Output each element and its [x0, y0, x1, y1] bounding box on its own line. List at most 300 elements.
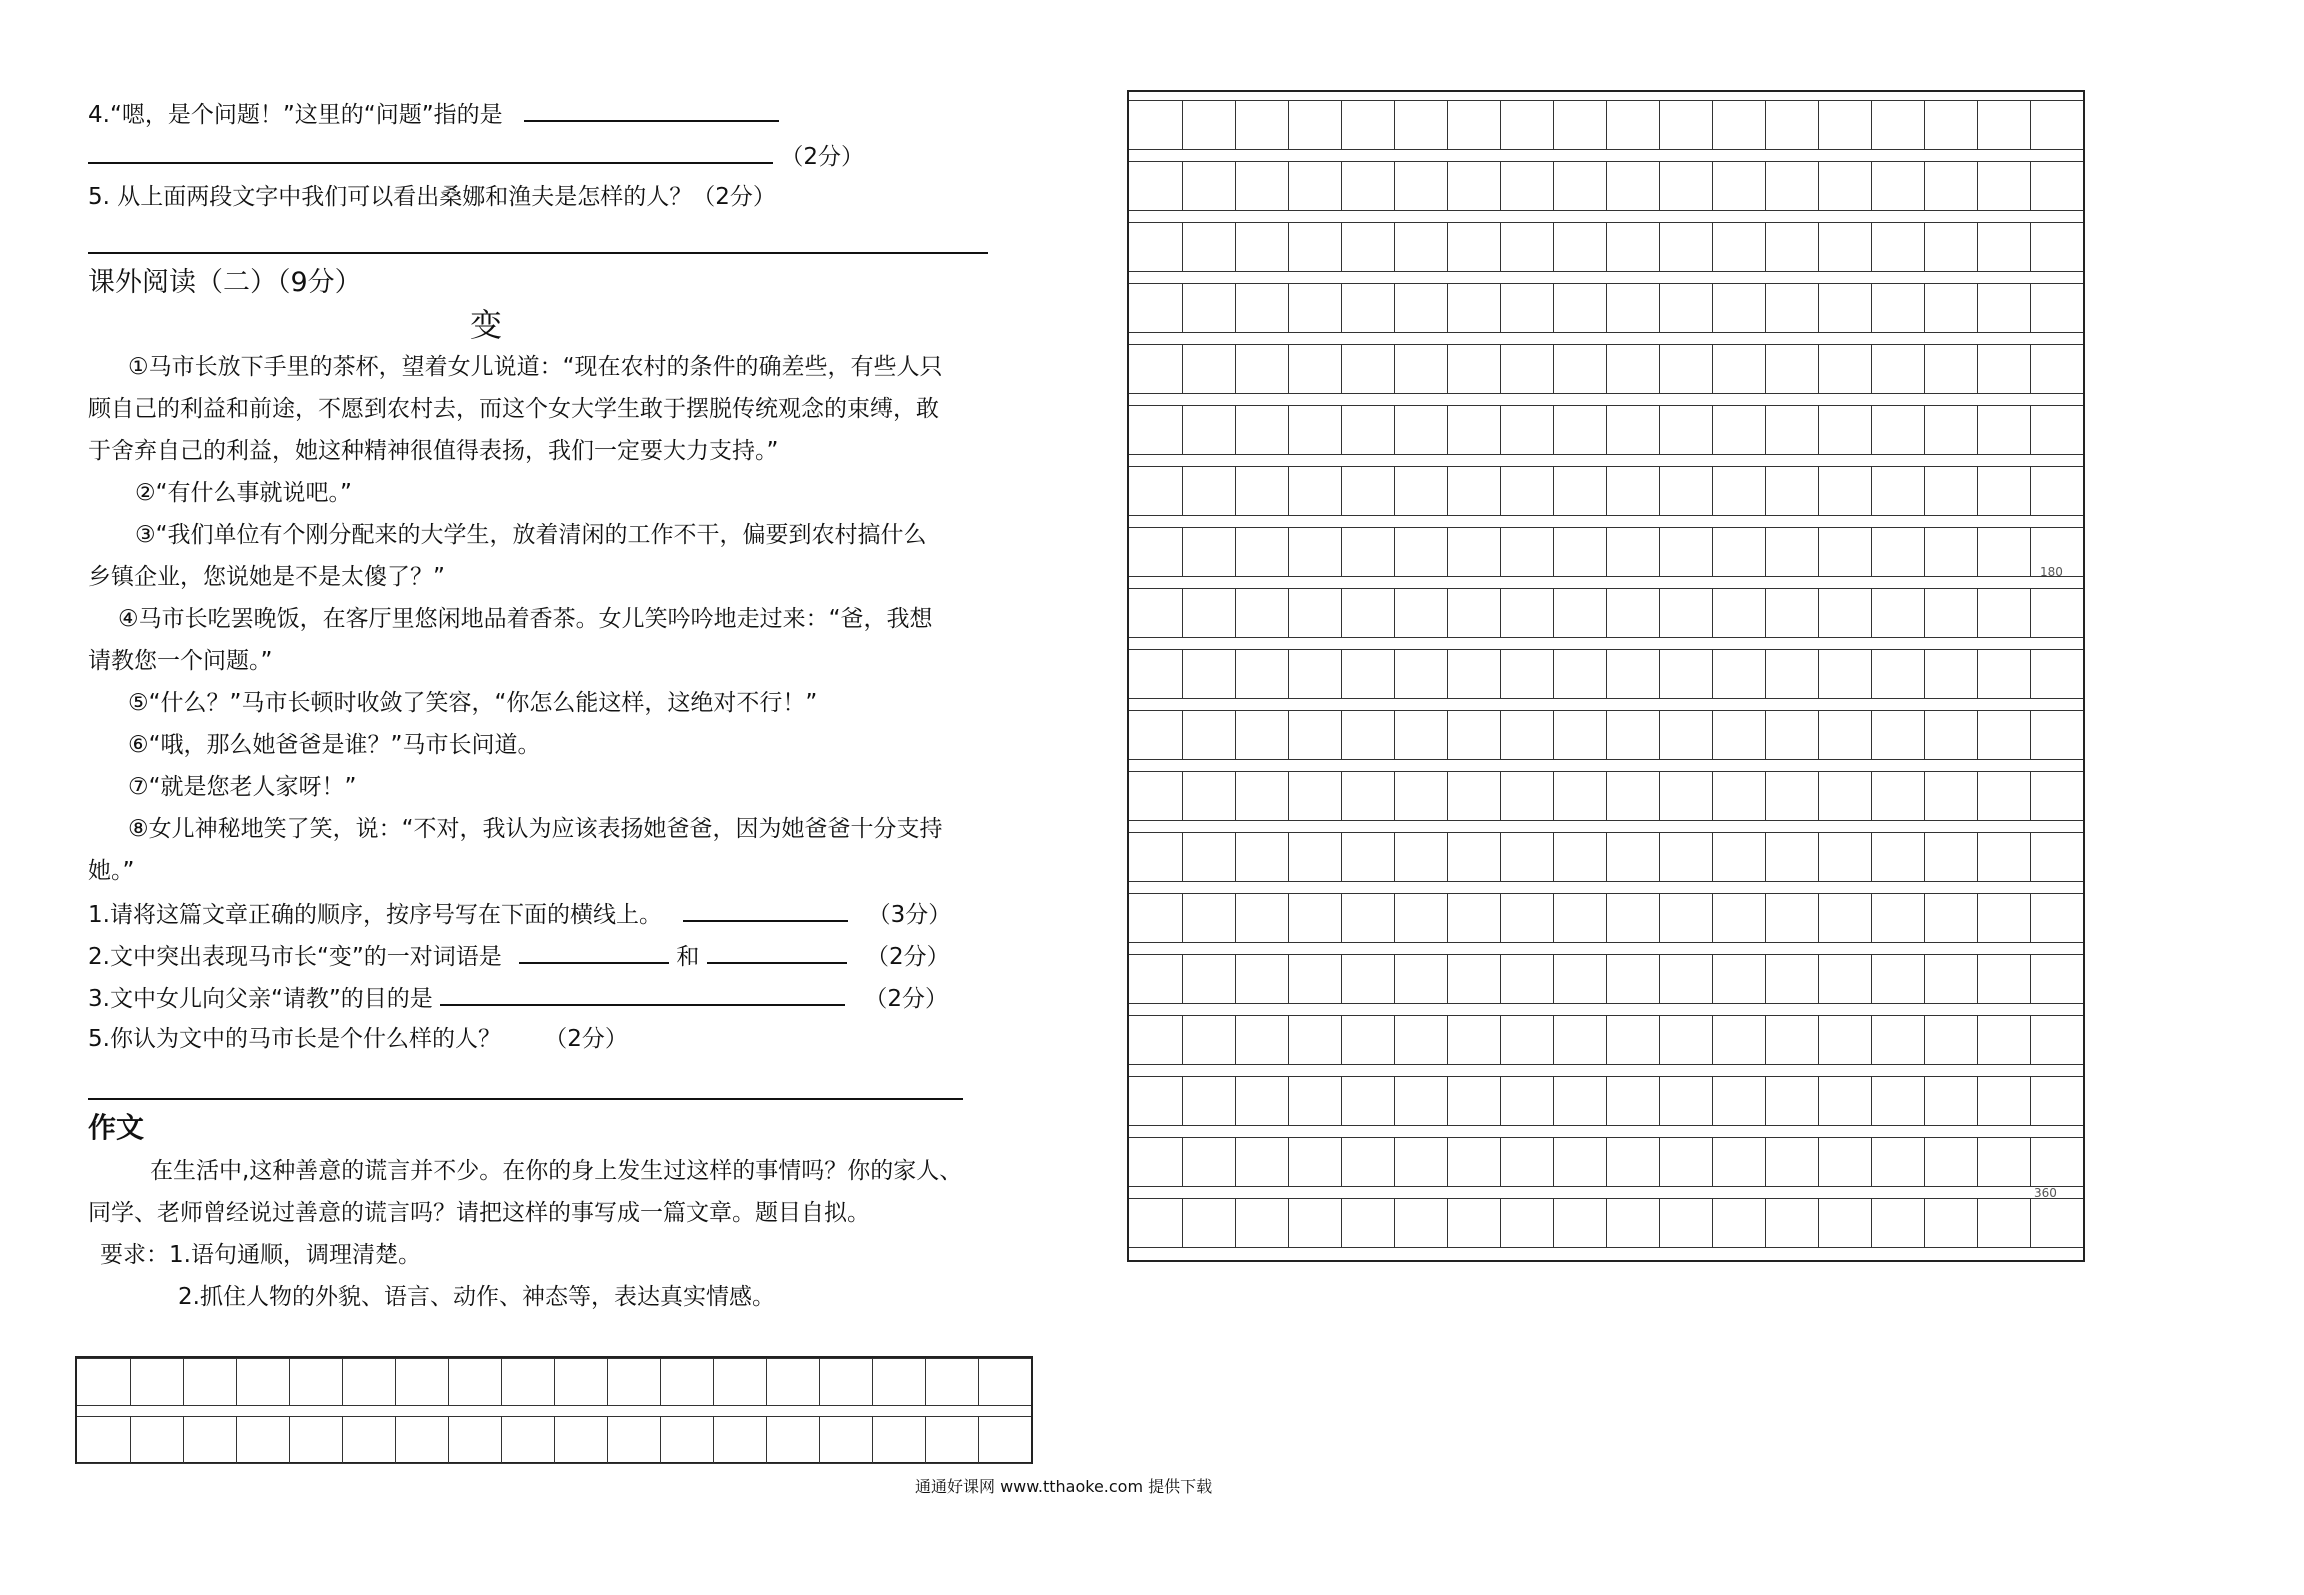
grid-cell-line: [1182, 223, 1183, 271]
essay-heading: 作文: [88, 1111, 145, 1144]
grid-cell-line: [1235, 406, 1236, 454]
grid-cell-line: [1394, 223, 1395, 271]
grid-cell-line: [1871, 467, 1872, 515]
grid-cell-line: [1712, 1199, 1713, 1247]
grid-cell-line: [2030, 1138, 2031, 1186]
grid-cell-line: [1765, 833, 1766, 881]
grid-row: [1129, 161, 2083, 211]
grid-cell-line: [1288, 467, 1289, 515]
grid-cell-line: [1235, 1138, 1236, 1186]
grid-cell-line: [1606, 284, 1607, 332]
grid-cell-line: [1500, 1138, 1501, 1186]
grid-cell-line: [1447, 406, 1448, 454]
grid-cell-line: [1924, 955, 1925, 1003]
grid-cell-line: [1659, 1077, 1660, 1125]
question-a2-score: （2分）: [866, 944, 950, 970]
grid-cell-line: [1553, 1077, 1554, 1125]
grid-cell-line: [2030, 528, 2031, 576]
grid-cell-line: [1288, 1077, 1289, 1125]
grid-cell-line: [289, 1359, 290, 1405]
grid-cell-line: [1818, 284, 1819, 332]
grid-cell-line: [1977, 894, 1978, 942]
grid-cell-line: [1712, 1077, 1713, 1125]
grid-cell-line: [1394, 528, 1395, 576]
grid-cell-line: [1606, 1077, 1607, 1125]
grid-cell-line: [1818, 1016, 1819, 1064]
grid-cell-line: [1288, 223, 1289, 271]
grid-cell-line: [1235, 345, 1236, 393]
grid-cell-line: [1606, 101, 1607, 149]
grid-cell-line: [1818, 955, 1819, 1003]
grid-row: [1129, 283, 2083, 333]
grid-cell-line: [1871, 223, 1872, 271]
grid-cell-line: [1235, 1199, 1236, 1247]
grid-cell-line: [1977, 955, 1978, 1003]
grid-cell-line: [1818, 711, 1819, 759]
grid-cell-line: [1712, 955, 1713, 1003]
grid-cell-line: [1182, 711, 1183, 759]
answer-blank[interactable]: [707, 940, 847, 964]
grid-cell-line: [1288, 1138, 1289, 1186]
grid-row: [77, 1358, 1031, 1406]
grid-cell-line: [978, 1359, 979, 1405]
grid-cell-line: [1500, 345, 1501, 393]
grid-cell-line: [1606, 955, 1607, 1003]
passage-paragraph-7: ⑦“就是您老人家呀！”: [128, 774, 357, 800]
grid-cell-line: [1659, 772, 1660, 820]
question-4-text: 4.“嗯，是个问题！”这里的“问题”指的是: [88, 102, 503, 128]
grid-cell-line: [1765, 955, 1766, 1003]
grid-cell-line: [1712, 467, 1713, 515]
answer-blank[interactable]: [524, 98, 779, 122]
grid-cell-line: [1818, 589, 1819, 637]
grid-cell-line: [1712, 162, 1713, 210]
grid-cell-line: [130, 1359, 131, 1405]
grid-cell-line: [1447, 223, 1448, 271]
grid-row: [1129, 1198, 2083, 1248]
grid-cell-line: [1977, 711, 1978, 759]
grid-cell-line: [1288, 528, 1289, 576]
grid-cell-line: [1447, 162, 1448, 210]
question-a2: [88, 940, 950, 972]
grid-cell-line: [395, 1417, 396, 1463]
grid-cell-line: [1765, 528, 1766, 576]
grid-cell-line: [1182, 162, 1183, 210]
grid-cell-line: [2030, 406, 2031, 454]
grid-cell-line: [1818, 833, 1819, 881]
grid-cell-line: [1182, 772, 1183, 820]
grid-cell-line: [1394, 833, 1395, 881]
grid-cell-line: [1182, 284, 1183, 332]
grid-cell-line: [1394, 955, 1395, 1003]
grid-cell-line: [1924, 833, 1925, 881]
answer-blank[interactable]: [440, 982, 845, 1006]
grid-cell-line: [1288, 711, 1289, 759]
grid-cell-line: [2030, 345, 2031, 393]
grid-cell-line: [1606, 1138, 1607, 1186]
grid-cell-line: [1553, 589, 1554, 637]
grid-cell-line: [1341, 467, 1342, 515]
grid-cell-line: [1659, 1138, 1660, 1186]
question-a5-score: （2分）: [544, 1026, 628, 1052]
question-4-score: （2分）: [780, 144, 864, 170]
grid-cell-line: [1606, 345, 1607, 393]
grid-cell-line: [1712, 589, 1713, 637]
grid-cell-line: [1871, 1016, 1872, 1064]
grid-cell-line: [1924, 1016, 1925, 1064]
grid-cell-line: [1712, 833, 1713, 881]
grid-cell-line: [1977, 772, 1978, 820]
grid-cell-line: [1818, 1138, 1819, 1186]
grid-cell-line: [1288, 772, 1289, 820]
grid-cell-line: [1341, 1199, 1342, 1247]
grid-cell-line: [1447, 467, 1448, 515]
grid-cell-line: [1341, 1016, 1342, 1064]
question-a1: [88, 898, 951, 930]
grid-cell-line: [1394, 589, 1395, 637]
grid-cell-line: [713, 1359, 714, 1405]
grid-cell-line: [1712, 284, 1713, 332]
question-a2-and: 和: [676, 944, 700, 970]
grid-cell-line: [1500, 955, 1501, 1003]
grid-cell-line: [1341, 345, 1342, 393]
grid-cell-line: [1924, 162, 1925, 210]
grid-cell-line: [2030, 1199, 2031, 1247]
question-a1-score: （3分）: [867, 902, 952, 928]
question-a3-text: 3.文中女儿向父亲“请教”的目的是: [88, 986, 433, 1012]
grid-cell-line: [1394, 406, 1395, 454]
essay-prompt-line-1: 在生活中,这种善意的谎言并不少。在你的身上发生过这样的事情吗？你的家人、: [150, 1158, 963, 1184]
grid-cell-line: [1500, 406, 1501, 454]
grid-cell-line: [1235, 955, 1236, 1003]
grid-cell-line: [1977, 650, 1978, 698]
grid-cell-line: [1765, 406, 1766, 454]
grid-cell-line: [1288, 1199, 1289, 1247]
essay-prompt-line-2: 同学、老师曾经说过善意的谎言吗？请把这样的事写成一篇文章。题目自拟。: [88, 1200, 870, 1226]
grid-cell-line: [1977, 101, 1978, 149]
essay-requirement-1: 要求：1.语句通顺，调理清楚。: [100, 1242, 421, 1268]
grid-cell-line: [1871, 589, 1872, 637]
grid-cell-line: [978, 1417, 979, 1463]
grid-cell-line: [1553, 711, 1554, 759]
grid-row: [1129, 893, 2083, 943]
grid-cell-line: [1394, 162, 1395, 210]
grid-cell-line: [1924, 284, 1925, 332]
question-a5: [88, 1024, 628, 1054]
grid-cell-line: [872, 1417, 873, 1463]
question-a3-score: （2分）: [864, 986, 949, 1012]
grid-cell-line: [1871, 406, 1872, 454]
grid-cell-line: [1288, 101, 1289, 149]
grid-cell-line: [925, 1359, 926, 1405]
grid-cell-line: [713, 1417, 714, 1463]
grid-row: [1129, 405, 2083, 455]
essay-writing-grid[interactable]: [75, 1356, 1033, 1464]
grid-cell-line: [1871, 528, 1872, 576]
grid-cell-line: [1235, 1077, 1236, 1125]
grid-cell-line: [1712, 772, 1713, 820]
grid-cell-line: [766, 1417, 767, 1463]
grid-cell-line: [1447, 894, 1448, 942]
grid-cell-line: [1871, 711, 1872, 759]
passage-paragraph-4-cont: 请教您一个问题。”: [88, 648, 273, 674]
essay-writing-grid[interactable]: [1127, 90, 2085, 1262]
grid-cell-line: [1288, 1016, 1289, 1064]
grid-cell-line: [1553, 284, 1554, 332]
grid-cell-line: [1818, 101, 1819, 149]
grid-cell-line: [1341, 650, 1342, 698]
grid-cell-line: [1924, 406, 1925, 454]
grid-row: [1129, 832, 2083, 882]
grid-cell-line: [1765, 162, 1766, 210]
grid-cell-line: [1288, 955, 1289, 1003]
grid-cell-line: [1659, 1199, 1660, 1247]
grid-cell-line: [1924, 711, 1925, 759]
grid-cell-line: [183, 1417, 184, 1463]
grid-cell-line: [1447, 955, 1448, 1003]
grid-cell-line: [1341, 589, 1342, 637]
question-4: [88, 98, 779, 130]
answer-blank[interactable]: [683, 898, 848, 922]
grid-cell-line: [1871, 894, 1872, 942]
grid-cell-line: [1341, 772, 1342, 820]
answer-line[interactable]: [88, 252, 988, 254]
grid-cell-line: [1394, 650, 1395, 698]
grid-cell-line: [1553, 833, 1554, 881]
grid-cell-line: [1500, 589, 1501, 637]
grid-cell-line: [1235, 650, 1236, 698]
grid-cell-line: [1394, 101, 1395, 149]
grid-row: [1129, 1137, 2083, 1187]
grid-cell-line: [1765, 711, 1766, 759]
grid-cell-line: [1553, 101, 1554, 149]
grid-cell-line: [1818, 1077, 1819, 1125]
passage-paragraph-1-cont: 顾自己的利益和前途，不愿到农村去，而这个女大学生敢于摆脱传统观念的束缚，敢: [88, 396, 939, 422]
grid-cell-line: [1235, 1016, 1236, 1064]
grid-cell-line: [1500, 162, 1501, 210]
grid-cell-line: [1977, 284, 1978, 332]
grid-cell-line: [1765, 345, 1766, 393]
grid-cell-line: [925, 1417, 926, 1463]
grid-cell-line: [1341, 1077, 1342, 1125]
grid-row: [1129, 222, 2083, 272]
grid-cell-line: [1871, 772, 1872, 820]
grid-cell-line: [1182, 955, 1183, 1003]
grid-cell-line: [766, 1359, 767, 1405]
grid-cell-line: [1288, 833, 1289, 881]
grid-cell-line: [1871, 1077, 1872, 1125]
answer-line[interactable]: [88, 1098, 963, 1100]
passage-paragraph-4: ④马市长吃罢晚饭，在客厅里悠闲地品着香茶。女儿笑吟吟地走过来：“爸，我想: [118, 606, 933, 632]
grid-row: [1129, 954, 2083, 1004]
grid-cell-line: [1606, 833, 1607, 881]
grid-cell-line: [1765, 589, 1766, 637]
grid-cell-line: [1341, 1138, 1342, 1186]
grid-cell-line: [1500, 650, 1501, 698]
question-a1-text: 1.请将这篇文章正确的顺序，按序号写在下面的横线上。: [88, 902, 662, 928]
grid-cell-line: [1182, 101, 1183, 149]
grid-cell-line: [1765, 284, 1766, 332]
section-heading: 课外阅读（二）（9分）: [88, 267, 362, 298]
grid-cell-line: [1288, 589, 1289, 637]
grid-cell-line: [1977, 1138, 1978, 1186]
grid-cell-line: [2030, 1016, 2031, 1064]
grid-cell-line: [1871, 345, 1872, 393]
grid-row: [1129, 771, 2083, 821]
grid-cell-line: [1182, 528, 1183, 576]
grid-cell-line: [1818, 345, 1819, 393]
grid-cell-line: [1924, 101, 1925, 149]
grid-cell-line: [1712, 406, 1713, 454]
grid-cell-line: [1182, 894, 1183, 942]
grid-cell-line: [1235, 284, 1236, 332]
grid-cell-line: [1341, 162, 1342, 210]
grid-cell-line: [1341, 833, 1342, 881]
grid-cell-line: [1871, 284, 1872, 332]
grid-row: [1129, 588, 2083, 638]
grid-cell-line: [236, 1359, 237, 1405]
grid-cell-line: [1924, 894, 1925, 942]
grid-cell-line: [183, 1359, 184, 1405]
grid-cell-line: [1447, 284, 1448, 332]
grid-cell-line: [819, 1359, 820, 1405]
grid-cell-line: [2030, 101, 2031, 149]
grid-cell-line: [1553, 955, 1554, 1003]
grid-cell-line: [1341, 711, 1342, 759]
grid-cell-line: [1818, 650, 1819, 698]
grid-cell-line: [1606, 162, 1607, 210]
grid-cell-line: [342, 1417, 343, 1463]
grid-cell-line: [1500, 1199, 1501, 1247]
grid-cell-line: [1447, 650, 1448, 698]
grid-cell-line: [1447, 345, 1448, 393]
grid-cell-line: [1712, 101, 1713, 149]
grid-row: [1129, 344, 2083, 394]
grid-cell-line: [1447, 1016, 1448, 1064]
grid-cell-line: [1606, 589, 1607, 637]
grid-cell-line: [1288, 345, 1289, 393]
grid-row: [1129, 100, 2083, 150]
grid-cell-line: [1394, 284, 1395, 332]
question-a3: [88, 982, 948, 1014]
grid-cell-line: [1871, 162, 1872, 210]
grid-cell-line: [1553, 650, 1554, 698]
grid-cell-line: [1712, 223, 1713, 271]
grid-cell-line: [1500, 528, 1501, 576]
grid-cell-line: [1659, 101, 1660, 149]
grid-cell-line: [2030, 1077, 2031, 1125]
answer-blank[interactable]: [88, 140, 773, 164]
grid-cell-line: [1712, 1138, 1713, 1186]
grid-cell-line: [1977, 528, 1978, 576]
grid-cell-line: [1818, 894, 1819, 942]
grid-cell-line: [1235, 101, 1236, 149]
grid-row: [1129, 466, 2083, 516]
grid-cell-line: [1447, 528, 1448, 576]
grid-cell-line: [1341, 406, 1342, 454]
grid-row: [1129, 1076, 2083, 1126]
grid-cell-line: [1553, 1016, 1554, 1064]
grid-cell-line: [236, 1417, 237, 1463]
grid-cell-line: [1182, 589, 1183, 637]
grid-cell-line: [1235, 711, 1236, 759]
answer-blank[interactable]: [519, 940, 669, 964]
grid-cell-line: [2030, 894, 2031, 942]
grid-cell-line: [1182, 1199, 1183, 1247]
grid-cell-line: [1977, 223, 1978, 271]
grid-row: [1129, 1015, 2083, 1065]
passage-paragraph-6: ⑥“哦，那么她爸爸是谁？”马市长问道。: [128, 732, 541, 758]
grid-cell-line: [1394, 772, 1395, 820]
passage-paragraph-3: ③“我们单位有个刚分配来的大学生，放着清闲的工作不干，偏要到农村搞什么: [135, 522, 927, 548]
essay-requirement-2: 2.抓住人物的外貌、语言、动作、神态等，表达真实情感。: [178, 1284, 775, 1310]
passage-paragraph-8: ⑧女儿神秘地笑了笑，说：“不对，我认为应该表扬她爸爸，因为她爸爸十分支持: [128, 816, 943, 842]
grid-cell-line: [1500, 833, 1501, 881]
character-count-mark: 180: [2040, 565, 2063, 579]
grid-cell-line: [1500, 711, 1501, 759]
grid-cell-line: [1765, 894, 1766, 942]
grid-cell-line: [395, 1359, 396, 1405]
grid-cell-line: [1606, 650, 1607, 698]
grid-cell-line: [448, 1417, 449, 1463]
grid-cell-line: [1447, 1077, 1448, 1125]
grid-cell-line: [2030, 467, 2031, 515]
grid-cell-line: [1500, 1077, 1501, 1125]
grid-cell-line: [1235, 162, 1236, 210]
grid-cell-line: [554, 1359, 555, 1405]
grid-cell-line: [1606, 1016, 1607, 1064]
grid-cell-line: [1394, 467, 1395, 515]
grid-cell-line: [289, 1417, 290, 1463]
grid-cell-line: [1235, 833, 1236, 881]
grid-row: [1129, 527, 2083, 577]
grid-cell-line: [1553, 1138, 1554, 1186]
passage-paragraph-1-cont: 于舍弃自己的利益，她这种精神很值得表扬，我们一定要大力支持。”: [88, 438, 779, 464]
grid-cell-line: [1765, 772, 1766, 820]
grid-cell-line: [1288, 650, 1289, 698]
grid-cell-line: [1924, 528, 1925, 576]
grid-cell-line: [1553, 162, 1554, 210]
grid-cell-line: [1977, 833, 1978, 881]
grid-cell-line: [1394, 894, 1395, 942]
grid-cell-line: [1871, 650, 1872, 698]
grid-cell-line: [1924, 650, 1925, 698]
grid-cell-line: [1235, 589, 1236, 637]
grid-cell-line: [1500, 894, 1501, 942]
grid-cell-line: [1235, 772, 1236, 820]
grid-cell-line: [1235, 223, 1236, 271]
grid-cell-line: [1182, 406, 1183, 454]
grid-cell-line: [1606, 528, 1607, 576]
grid-cell-line: [1553, 894, 1554, 942]
grid-cell-line: [1659, 528, 1660, 576]
grid-cell-line: [1765, 1016, 1766, 1064]
grid-cell-line: [1288, 284, 1289, 332]
grid-cell-line: [1977, 589, 1978, 637]
grid-cell-line: [1659, 345, 1660, 393]
grid-cell-line: [1394, 345, 1395, 393]
grid-cell-line: [1606, 894, 1607, 942]
grid-cell-line: [1712, 1016, 1713, 1064]
grid-cell-line: [1500, 772, 1501, 820]
passage-title: 变: [470, 306, 503, 344]
grid-cell-line: [1818, 223, 1819, 271]
passage-paragraph-8-cont: 她。”: [88, 858, 135, 884]
grid-cell-line: [1871, 1138, 1872, 1186]
grid-cell-line: [1977, 406, 1978, 454]
grid-cell-line: [501, 1359, 502, 1405]
grid-cell-line: [1712, 711, 1713, 759]
